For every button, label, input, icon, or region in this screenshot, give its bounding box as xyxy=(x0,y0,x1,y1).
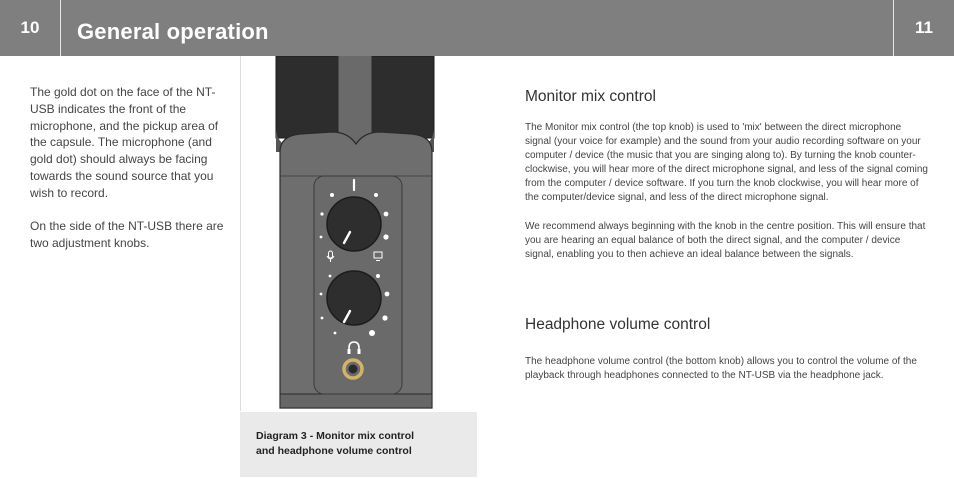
monitor-section-text xyxy=(525,121,930,262)
page-number-right: 11 xyxy=(893,0,954,56)
page-number-left: 10 xyxy=(0,0,61,56)
monitor-paragraph: We recommend always beginning with the knob in the centre position. This will ensure that you are hearing an equal balance of both the direct signal, and the computer / device signal, enabling you to then achieve an ideal balance between the signals. xyxy=(525,220,926,260)
caption-line: Diagram 3 - Monitor mix control xyxy=(256,430,415,442)
intro-paragraph: On the side of the NT-USB there are two adjustment knobs. xyxy=(30,219,224,251)
caption-line: and headphone volume control xyxy=(256,444,412,457)
intro-text xyxy=(30,84,232,269)
section-heading-headphone: Headphone volume control xyxy=(525,316,711,333)
page-title: General operation xyxy=(77,19,269,44)
monitor-paragraph: The Monitor mix control (the top knob) is used to 'mix' between the direct microphone signal (your voice for example) and the sound from your audio recording software on your computer / device (the music that you are singing along to). By turning the knob counter-clockwise, you will hear more of the direct microphone signal, and less of the signal coming from the computer / device software. If you turn the knob clockwise, you will hear more of the computer/device signal, and less of the direct microphone signal. xyxy=(525,122,928,204)
intro-paragraph: The gold dot on the face of the NT-USB indicates the front of the microphone, and the pickup area of the capsule. The microphone (and gold dot) should always be facing towards the sound source that you wish to record. xyxy=(30,85,219,200)
diagram-caption xyxy=(240,412,477,477)
headphone-section-text xyxy=(525,355,930,383)
page-header xyxy=(0,0,954,56)
section-heading-monitor: Monitor mix control xyxy=(525,88,656,105)
headphone-paragraph: The headphone volume control (the bottom knob) allows you to control the volume of the playback through headphones connected to the NT-USB via the headphone jack. xyxy=(525,356,917,382)
microphone-diagram xyxy=(240,56,477,412)
